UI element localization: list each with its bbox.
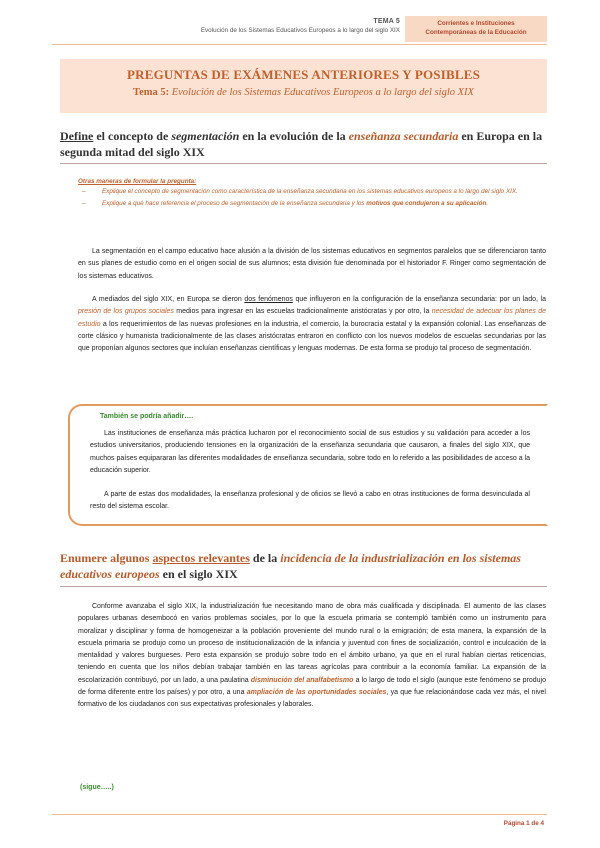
box-paragraph-1: [90, 428, 530, 477]
alt-dash: –: [82, 199, 86, 207]
box-paragraph-2: [90, 489, 530, 514]
page-number: Página 1 de 4: [503, 820, 544, 827]
q1-title-term-highlight: enseñanza secundaria: [348, 129, 459, 143]
q1-paragraph-1: [78, 246, 546, 283]
q1-p2-highlight: necesidad de adecuar los planes de estudio: [78, 308, 547, 328]
banner-tema-prefix: Tema 5:: [133, 87, 170, 98]
q1-paragraph-2: [78, 294, 546, 355]
alt-item-text: .: [486, 199, 489, 207]
course-line-2: Contemporáneas de la Educación: [425, 28, 527, 36]
alt-item-text: Explique el concepto de segmentación como característica de la enseñanza secundaria en los sistemas educativos europeos a lo largo del siglo XIX.: [102, 188, 518, 195]
alt-item-bold: motivos que condujeron a su aplicación: [366, 199, 487, 207]
q2-p-text: , ya que fue relacionándose cada vez más, el nivel formativo de los ciudadanos con sus expectativas profesionales y laborales.: [78, 689, 546, 709]
question-1-title: [60, 128, 547, 160]
header-divider: [52, 44, 547, 45]
q1-define-word: Define: [60, 129, 94, 143]
q1-title-part: en Europa en la segunda mitad del siglo XIX: [60, 129, 543, 159]
q1-p2-text: que influyeron en la configuración de la enseñanza secundaria: por un lado, la: [292, 296, 546, 303]
header-tema-label: TEMA 5: [373, 18, 400, 25]
q2-title-part: en el siglo XIX: [159, 567, 238, 581]
course-line-1: Corrientes e Instituciones: [437, 20, 515, 27]
q2-p-text: a lo largo de todo el siglo (aunque este fenómeno se produjo de forma diferente entre los países) y por otro, a una: [78, 676, 547, 697]
q2-paragraph: [78, 601, 546, 712]
q2-title-part: Enumere algunos: [60, 551, 153, 565]
alt-heading: Otras maneras de formular la pregunta:: [78, 178, 197, 185]
question-2-title: [60, 550, 547, 582]
box-p2-text: A parte de estas dos modalidades, la enseñanza profesional y de oficios se llevó a cabo en otras instituciones de forma desvinculada al resto del sistema escolar.: [90, 491, 530, 511]
header-course-box: [405, 16, 547, 42]
title-banner: [60, 59, 547, 113]
q1-title-part: el concepto de: [93, 129, 172, 143]
continue-note: (sigue…..): [80, 784, 114, 791]
q2-title-part: de la: [249, 551, 281, 565]
q1-title-term: segmentación: [171, 129, 240, 143]
question-1-divider: [60, 163, 547, 164]
q1-title-part: en la evolución de la: [239, 129, 349, 143]
banner-subtitle: [60, 87, 547, 98]
q2-title-underlined: aspectos relevantes: [152, 551, 250, 565]
q2-p-text: Conforme avanzaba el siglo XIX, la industrialización fue necesitando mano de obra más cualificada y disciplinada. El aumento de las clases populares urbanas desembocó en varios problemas sociales, por lo que la escuela primaria se contempló también como un instrumento para moralizar y disciplinar y forma de homogeneizar a la población proveniente del mundo rural o la emigración; de esta manera, la expansión de la escuela primaria se produjo como un proceso de institucionalización de la infancia y juventud con fines de socialización, control e inculcación de la mentalidad y valores burgueses. Pero esta expansión se produjo sobre todo en el ámbito urbano, ya que en el rural habían ciertas reticencias, teniendo en cuenta que los niños debían trabajar también en las tareas agrícolas para contribuir a la economía familiar. La expansión de la escolarización contribuyó, por un lado, a una paulatina: [78, 603, 546, 684]
box-p1-text: Las instituciones de enseñanza más práctica lucharon por el reconocimiento social de sus estudios y su validación para acceder a los estudios universitarios, produciendo tensiones en la organización de la enseñanza secundaria que causaron, a finales del siglo XIX, que muchos países equipararan las diferentes modalidades de enseñanza secundaria, sobre todo en lo referido a las posibilidades de acceso a la educación superior.: [90, 430, 530, 474]
alternative-formulations: [78, 178, 548, 208]
box-heading: También se podría añadir….: [100, 413, 194, 420]
q1-p2-highlight: presión de los grupos sociales: [78, 308, 174, 316]
q1-p2-text: A mediados del siglo XIX, en Europa se dieron: [92, 296, 245, 303]
footer-divider: [52, 814, 547, 815]
q2-title-term-highlight: incidencia de la industrialización en los sistemas educativos europeos: [60, 551, 521, 581]
header-subtitle: Evolución de los Sistemas Educativos Europeos a lo largo del siglo XIX: [200, 27, 400, 34]
alt-dash: –: [82, 188, 86, 195]
q1-p2-text: medios para ingresar en las escuelas tradicionalmente aristócratas y por otro, la: [173, 308, 432, 316]
alt-item: [78, 199, 548, 209]
alt-item: [78, 187, 548, 197]
q1-p2-underlined: dos fenómenos: [244, 296, 293, 303]
q2-p-highlight: ampliación de las oportunidades sociales: [246, 689, 387, 697]
banner-tema-title: Evolución de los Sistemas Educativos Europeos a lo largo del siglo XIX: [171, 87, 474, 98]
q1-p2-text: a los requerimientos de las nuevas profesiones en la industria, el comercio, la burocracia estatal y la expansión colonial. Las enseñanzas de corte clásico y humanista tradicionalmente de las clases aristócratas entraron en conflicto con los nuevos modelos de escuelas secundarias por las que proponían algunos sectores que incluían enseñanzas científicas y lenguas modernas. De esta forma se produjo tal proceso de segmentación.: [78, 320, 546, 353]
q1-p1-text: La segmentación en el campo educativo hace alusión a la división de los sistemas educativos en segmentos paralelos que se diferenciaron tanto en sus planes de estudio como en el origen social de sus alumnos; esta división fue denominada por el historiador F. Ringer como segmentación de los sistemas educativos.: [78, 248, 546, 280]
question-2-divider: [60, 586, 547, 587]
banner-title: PREGUNTAS DE EXÁMENES ANTERIORES Y POSIBLES: [126, 67, 481, 82]
header-left: [150, 18, 400, 34]
alt-item-text: Explique a qué hace referencia el proceso de segmentación de la enseñanza secundaria y los: [102, 199, 367, 207]
q2-p-highlight: disminución del analfabetismo: [250, 676, 354, 684]
